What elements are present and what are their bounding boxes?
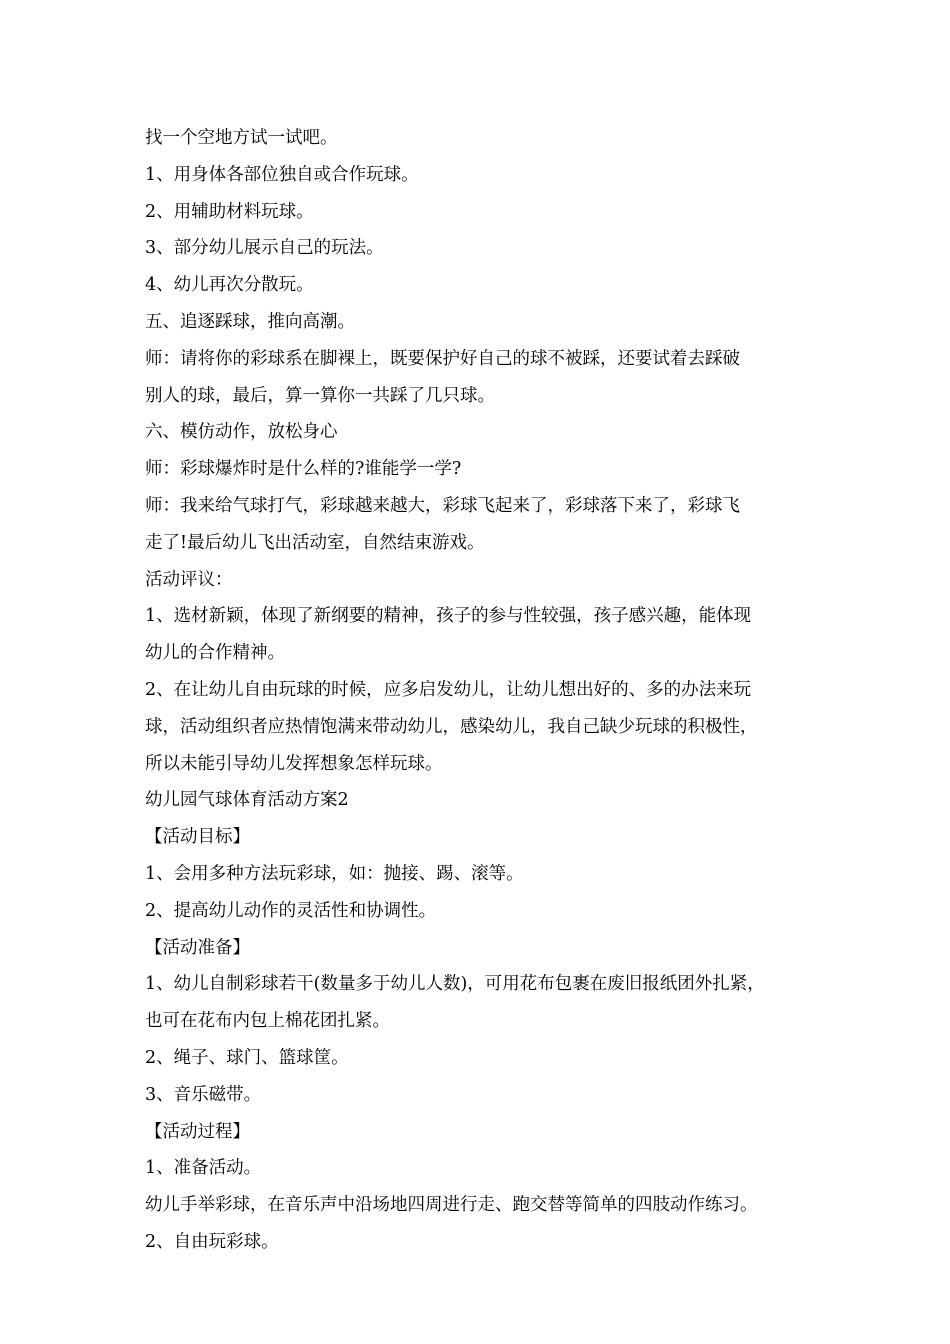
list-item: 1、用身体各部位独自或合作玩球。 <box>145 164 419 185</box>
list-item: 1、准备活动。 <box>145 1158 262 1179</box>
list-item: 3、音乐磁带。 <box>145 1084 262 1105</box>
text-line: 幼儿的合作精神。 <box>145 643 285 664</box>
text-line: 走了!最后幼儿飞出活动室，自然结束游戏。 <box>145 532 485 553</box>
text-line: 找一个空地方试一试吧。 <box>145 128 338 148</box>
list-item: 2、用辅助材料玩球。 <box>145 201 314 222</box>
text-line: 师：请将你的彩球系在脚裸上，既要保护好自己的球不被踩，还要试着去踩破 <box>145 348 740 369</box>
list-item: 1、幼儿自制彩球若干(数量多于幼儿人数)，可用花布包裹在废旧报纸团外扎紧， <box>145 974 765 995</box>
text-line: 也可在花布内包上棉花团扎紧。 <box>145 1011 390 1032</box>
list-item: 1、会用多种方法玩彩球，如：抛接、踢、滚等。 <box>145 863 524 884</box>
section-heading: 【活动过程】 <box>145 1121 250 1142</box>
section-heading: 【活动目标】 <box>145 827 250 848</box>
text-line: 师：我来给气球打气，彩球越来越大，彩球飞起来了，彩球落下来了，彩球飞 <box>145 495 740 516</box>
list-item: 1、选材新颖，体现了新纲要的精神，孩子的参与性较强，孩子感兴趣，能体现 <box>145 606 752 627</box>
section-heading: 活动评议： <box>145 569 233 590</box>
document-body <box>145 120 825 1261</box>
list-item: 2、在让幼儿自由玩球的时候，应多启发幼儿，让幼儿想出好的、多的办法来玩 <box>145 679 752 700</box>
section-heading: 【活动准备】 <box>145 937 250 958</box>
list-item: 2、提高幼儿动作的灵活性和协调性。 <box>145 900 437 921</box>
list-item: 3、部分幼儿展示自己的玩法。 <box>145 238 384 259</box>
text-line: 幼儿手举彩球，在音乐声中沿场地四周进行走、跑交替等简单的四肢动作练习。 <box>145 1195 758 1216</box>
list-item: 4、幼儿再次分散玩。 <box>145 275 314 296</box>
text-line: 所以未能引导幼儿发挥想象怎样玩球。 <box>145 753 443 774</box>
list-item: 2、自由玩彩球。 <box>145 1231 279 1252</box>
text-line: 师：彩球爆炸时是什么样的?谁能学一学? <box>145 459 462 480</box>
text-line: 球，活动组织者应热情饱满来带动幼儿，感染幼儿，我自己缺少玩球的积极性， <box>145 716 758 737</box>
text-line: 别人的球，最后，算一算你一共踩了几只球。 <box>145 385 495 406</box>
section-heading: 六、模仿动作，放松身心 <box>145 422 338 443</box>
list-item: 2、绳子、球门、篮球筐。 <box>145 1047 349 1068</box>
section-heading: 五、追逐踩球，推向高潮。 <box>145 311 355 332</box>
document-title: 幼儿园气球体育活动方案2 <box>145 790 349 811</box>
